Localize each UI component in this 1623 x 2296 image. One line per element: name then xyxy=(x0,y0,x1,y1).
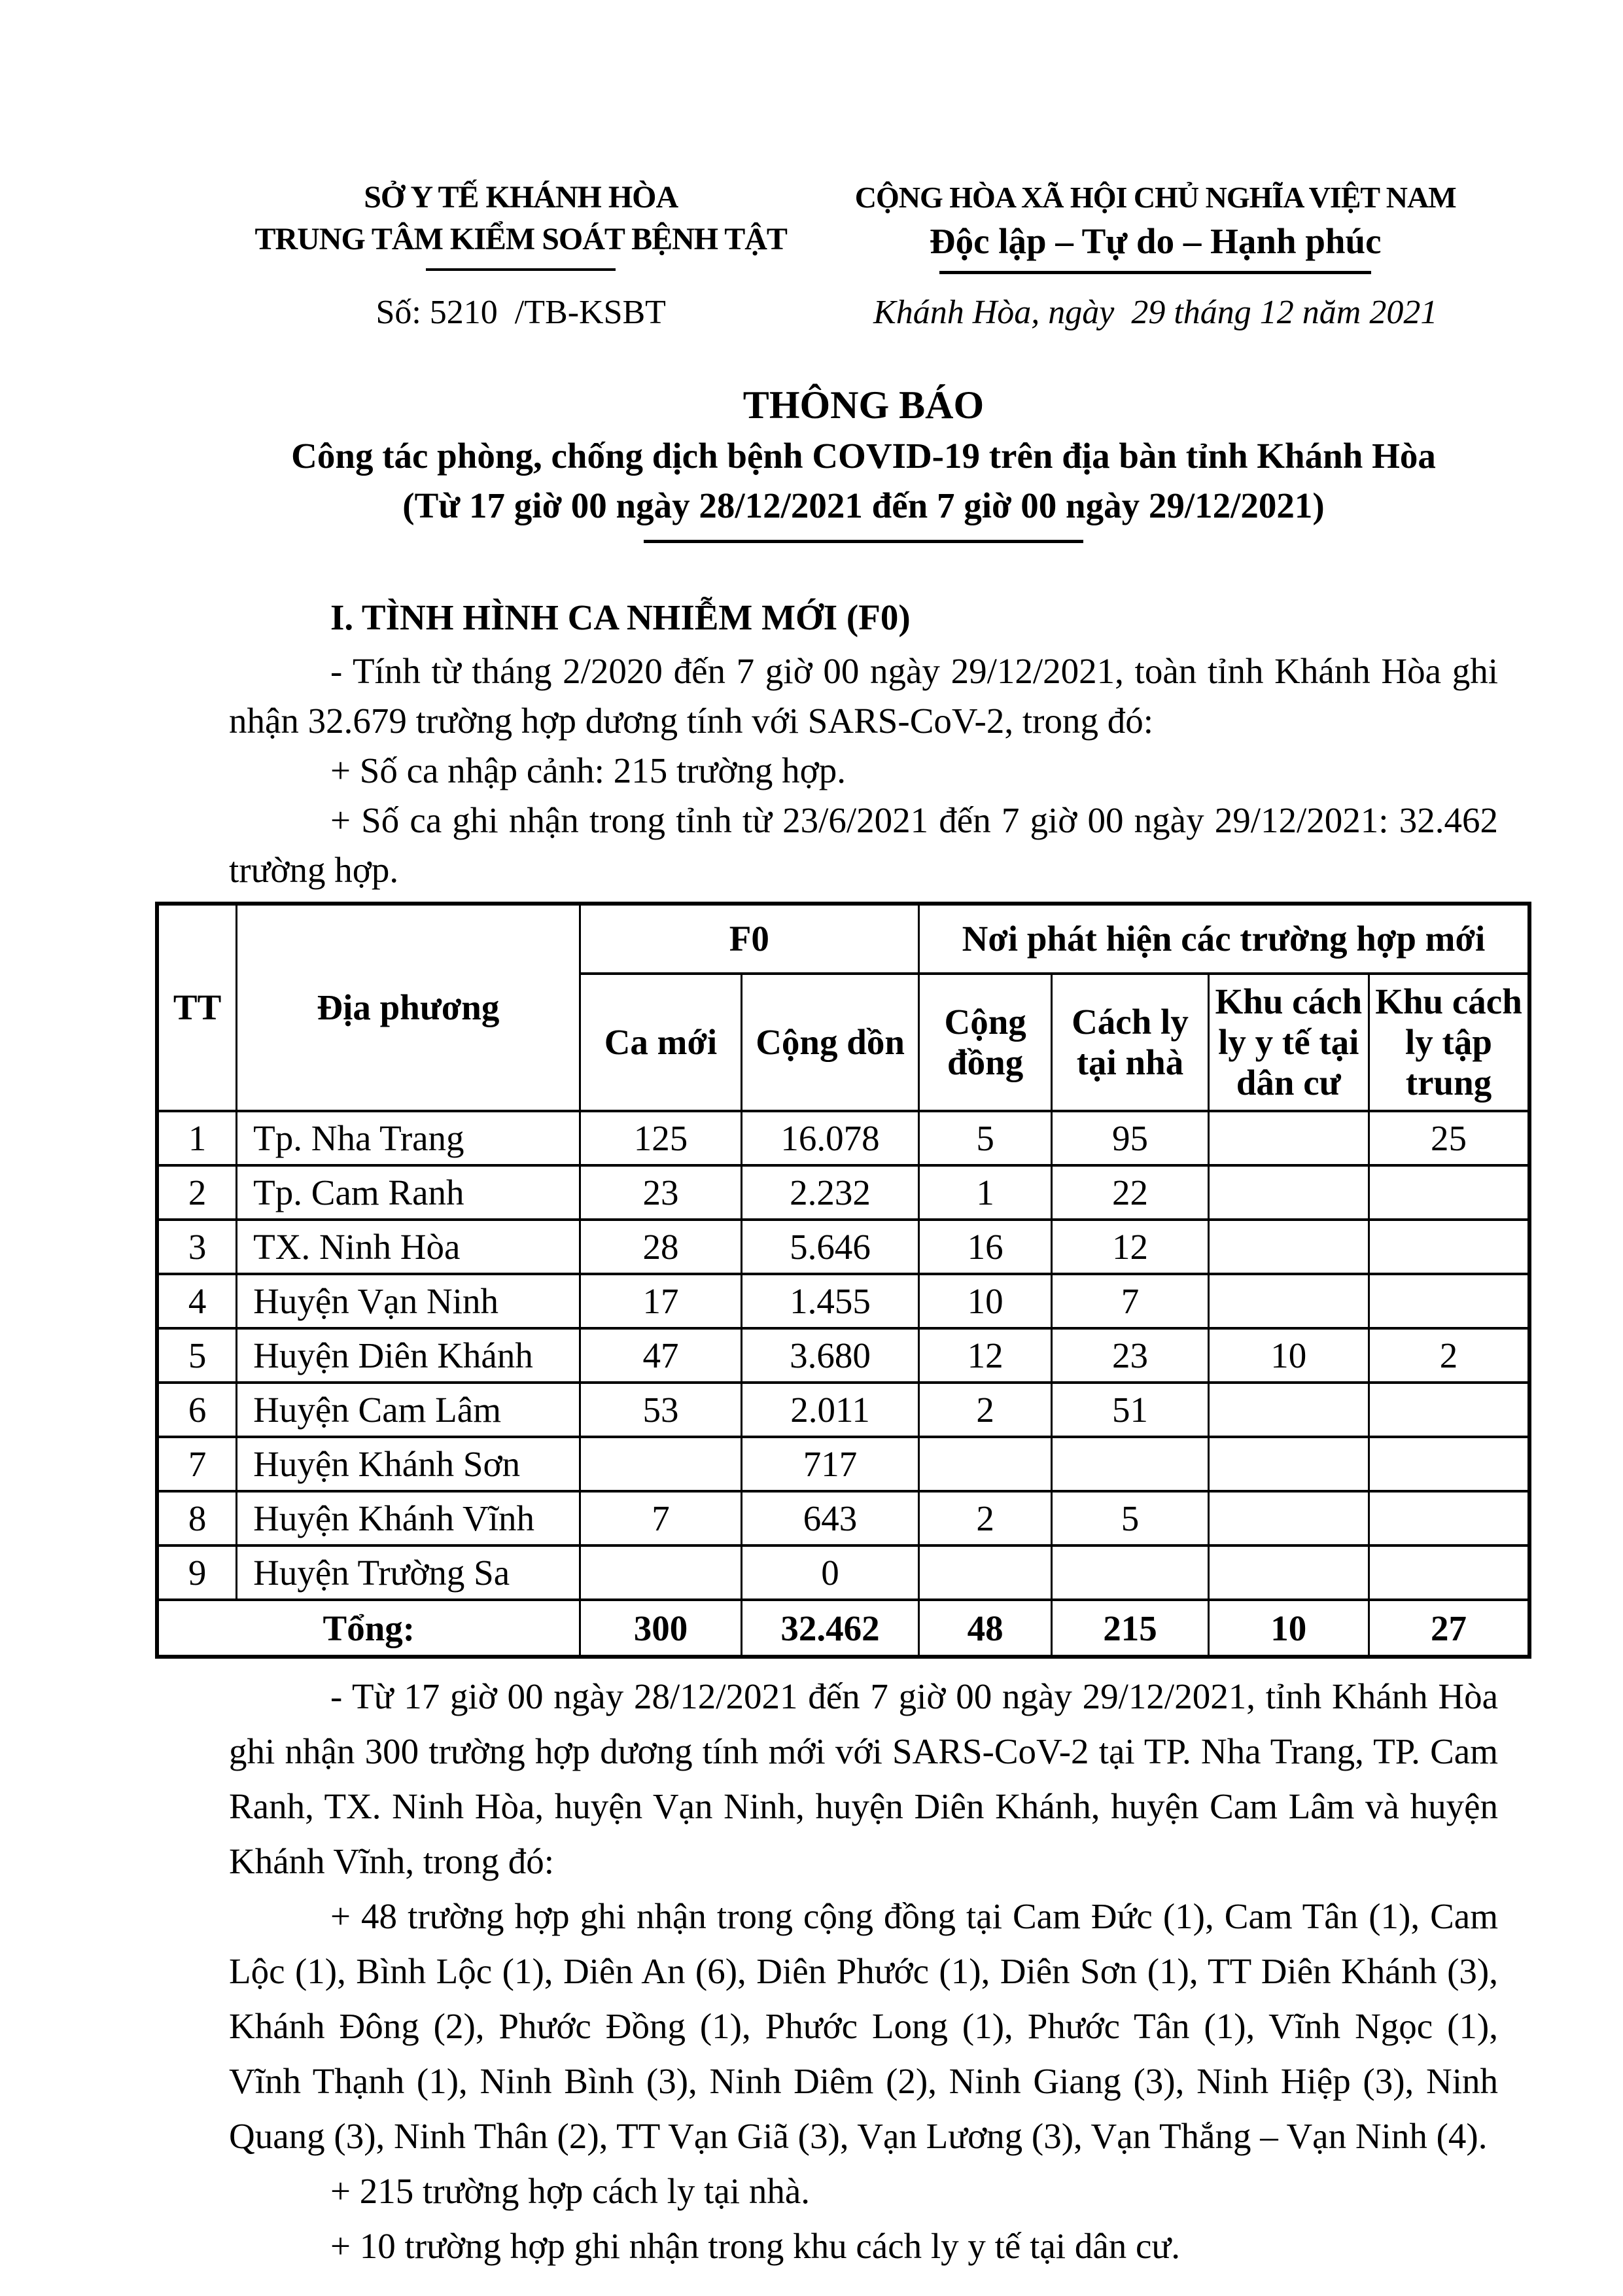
table-row xyxy=(157,1111,1529,1165)
cell-centralized-quarantine: 25 xyxy=(1369,1111,1530,1165)
title-block xyxy=(229,379,1498,543)
cell-tt: 2 xyxy=(157,1165,237,1220)
section-heading-f0: I. TÌNH HÌNH CA NHIỄM MỚI (F0) xyxy=(330,597,911,637)
document-type-title: THÔNG BÁO xyxy=(742,383,985,427)
cell-tt: 6 xyxy=(157,1383,237,1437)
paragraph-medical-quarantine-cases: + 10 trường hợp ghi nhận trong khu cách ly y tế tại dân cư. xyxy=(330,2226,1180,2266)
table-row xyxy=(157,1437,1529,1491)
cell-locality: Huyện Vạn Ninh xyxy=(237,1274,580,1328)
cell-community xyxy=(918,1437,1052,1491)
cell-tt: 1 xyxy=(157,1111,237,1165)
cell-new-cases xyxy=(580,1437,742,1491)
cell-cumulative: 2.011 xyxy=(742,1383,919,1437)
cell-cumulative: 643 xyxy=(742,1491,919,1545)
col-group-f0: F0 xyxy=(580,904,918,974)
cell-cumulative: 3.680 xyxy=(742,1328,919,1383)
cell-cumulative: 16.078 xyxy=(742,1111,919,1165)
table-row xyxy=(157,1274,1529,1328)
cell-medical-quarantine xyxy=(1208,1274,1369,1328)
col-header-community: Cộng đồng xyxy=(918,974,1052,1111)
cell-centralized-quarantine xyxy=(1369,1545,1530,1600)
national-motto-block xyxy=(812,177,1498,274)
cell-cumulative: 0 xyxy=(742,1545,919,1600)
paragraph-new-cases-summary: - Từ 17 giờ 00 ngày 28/12/2021 đến 7 giờ 00 ngày 29/12/2021, tỉnh Khánh Hòa ghi nhận 300 trường hợp dương tính mới với SARS-CoV-2 tại TP. Nha Trang, TP. Cam Ranh, TX. Ninh Hòa, huyện Vạn Ninh, huyện Diên Khánh, huyện Cam Lâm và huyện Khánh Vĩnh, trong đó: xyxy=(229,1676,1498,1881)
cell-medical-quarantine xyxy=(1208,1165,1369,1220)
place-and-date: Khánh Hòa, ngày 29 tháng 12 năm 2021 xyxy=(873,294,1438,331)
table-total-row xyxy=(157,1600,1529,1657)
national-motto: Độc lập – Tự do – Hạnh phúc xyxy=(929,221,1382,261)
cell-tt: 4 xyxy=(157,1274,237,1328)
document-header xyxy=(229,177,1498,274)
agency-name: TRUNG TÂM KIỂM SOÁT BỆNH TẬT xyxy=(254,222,787,256)
table-row xyxy=(157,1383,1529,1437)
cell-medical-quarantine xyxy=(1208,1491,1369,1545)
cell-home-quarantine: 51 xyxy=(1052,1383,1208,1437)
cell-home-quarantine: 23 xyxy=(1052,1328,1208,1383)
total-community: 48 xyxy=(918,1600,1052,1657)
cell-centralized-quarantine xyxy=(1369,1437,1530,1491)
national-title: CỘNG HÒA XÃ HỘI CHỦ NGHĨA VIỆT NAM xyxy=(854,181,1456,214)
table-header-row-groups xyxy=(157,904,1529,974)
cell-locality: Tp. Nha Trang xyxy=(237,1111,580,1165)
paragraph-cumulative-summary: - Tính từ tháng 2/2020 đến 7 giờ 00 ngày 29/12/2021, toàn tỉnh Khánh Hòa ghi nhận 32.679 trường hợp dương tính với SARS-CoV-2, trong đó: xyxy=(229,651,1498,741)
total-home-quarantine: 215 xyxy=(1052,1600,1208,1657)
cell-home-quarantine: 22 xyxy=(1052,1165,1208,1220)
paragraph-home-quarantine-cases: + 215 trường hợp cách ly tại nhà. xyxy=(330,2171,810,2211)
cell-new-cases: 47 xyxy=(580,1328,742,1383)
cell-cumulative: 1.455 xyxy=(742,1274,919,1328)
table-row xyxy=(157,1220,1529,1274)
cell-medical-quarantine xyxy=(1208,1545,1369,1600)
cell-community xyxy=(918,1545,1052,1600)
cell-new-cases: 17 xyxy=(580,1274,742,1328)
cell-locality: TX. Ninh Hòa xyxy=(237,1220,580,1274)
cell-home-quarantine: 5 xyxy=(1052,1491,1208,1545)
cell-new-cases xyxy=(580,1545,742,1600)
paragraph-community-case-detail: + 48 trường hợp ghi nhận trong cộng đồng tại Cam Đức (1), Cam Tân (1), Cam Lộc (1), Bình Lộc (1), Diên An (6), Diên Phước (1), Diên Sơn (1), TT Diên Khánh (3), Khánh Đông (2), Phước Đồng (1), Phước Long (1), Phước Tân (1), Vĩnh Ngọc (1), Vĩnh Thạnh (1), Ninh Bình (3), Ninh Diêm (2), Ninh Giang (3), Ninh Hiệp (3), Ninh Quang (3), Ninh Thân (2), TT Vạn Giã (3), Vạn Lương (3), Vạn Thắng – Vạn Ninh (4). xyxy=(229,1896,1498,2156)
cell-tt: 9 xyxy=(157,1545,237,1600)
motto-underline xyxy=(939,271,1371,274)
table-row xyxy=(157,1491,1529,1545)
cell-locality: Huyện Diên Khánh xyxy=(237,1328,580,1383)
cell-medical-quarantine: 10 xyxy=(1208,1328,1369,1383)
paragraph-imported-cases: + Số ca nhập cảnh: 215 trường hợp. xyxy=(330,751,846,790)
col-group-detection-place: Nơi phát hiện các trường hợp mới xyxy=(918,904,1529,974)
issuing-agency-block xyxy=(229,177,812,274)
col-header-home-quarantine: Cách ly tại nhà xyxy=(1052,974,1208,1111)
cell-locality: Huyện Khánh Sơn xyxy=(237,1437,580,1491)
col-header-locality: Địa phương xyxy=(237,904,580,1111)
cases-by-locality-table xyxy=(155,902,1531,1659)
document-subject: Công tác phòng, chống dịch bệnh COVID-19 trên địa bàn tỉnh Khánh Hòa xyxy=(291,436,1436,476)
cell-community: 1 xyxy=(918,1165,1052,1220)
total-new-cases: 300 xyxy=(580,1600,742,1657)
document-number: Số: 5210 /TB-KSBT xyxy=(375,294,666,331)
cell-locality: Huyện Khánh Vĩnh xyxy=(237,1491,580,1545)
cell-tt: 7 xyxy=(157,1437,237,1491)
cell-centralized-quarantine xyxy=(1369,1274,1530,1328)
cell-community: 10 xyxy=(918,1274,1052,1328)
cell-community: 2 xyxy=(918,1491,1052,1545)
table-row xyxy=(157,1165,1529,1220)
total-medical-quarantine: 10 xyxy=(1208,1600,1369,1657)
paragraph-in-province-cases: + Số ca ghi nhận trong tỉnh từ 23/6/2021 đến 7 giờ 00 ngày 29/12/2021: 32.462 trường hợp. xyxy=(229,800,1498,890)
cell-home-quarantine: 7 xyxy=(1052,1274,1208,1328)
cell-centralized-quarantine: 2 xyxy=(1369,1328,1530,1383)
cell-tt: 8 xyxy=(157,1491,237,1545)
cell-community: 2 xyxy=(918,1383,1052,1437)
cell-medical-quarantine xyxy=(1208,1111,1369,1165)
col-header-tt: TT xyxy=(157,904,237,1111)
cell-cumulative: 717 xyxy=(742,1437,919,1491)
cell-home-quarantine: 12 xyxy=(1052,1220,1208,1274)
table-row xyxy=(157,1328,1529,1383)
cell-home-quarantine xyxy=(1052,1545,1208,1600)
total-label: Tổng: xyxy=(157,1600,580,1657)
parent-agency-name: SỞ Y TẾ KHÁNH HÒA xyxy=(364,180,678,215)
cell-tt: 5 xyxy=(157,1328,237,1383)
cell-medical-quarantine xyxy=(1208,1383,1369,1437)
cell-community: 5 xyxy=(918,1111,1052,1165)
agency-underline xyxy=(426,268,616,271)
cell-locality: Tp. Cam Ranh xyxy=(237,1165,580,1220)
cell-community: 12 xyxy=(918,1328,1052,1383)
intro-paragraphs xyxy=(229,646,1498,895)
report-period: (Từ 17 giờ 00 ngày 28/12/2021 đến 7 giờ 00 ngày 29/12/2021) xyxy=(402,486,1325,525)
cell-new-cases: 53 xyxy=(580,1383,742,1437)
cell-new-cases: 28 xyxy=(580,1220,742,1274)
cell-centralized-quarantine xyxy=(1369,1220,1530,1274)
col-header-medical-quarantine: Khu cách ly y tế tại dân cư xyxy=(1208,974,1369,1111)
cell-medical-quarantine xyxy=(1208,1437,1369,1491)
table-row xyxy=(157,1545,1529,1600)
cell-tt: 3 xyxy=(157,1220,237,1274)
cell-home-quarantine: 95 xyxy=(1052,1111,1208,1165)
cell-cumulative: 2.232 xyxy=(742,1165,919,1220)
cell-new-cases: 125 xyxy=(580,1111,742,1165)
col-header-centralized-quarantine: Khu cách ly tập trung xyxy=(1369,974,1530,1111)
closing-paragraphs xyxy=(229,1669,1498,2274)
total-cumulative: 32.462 xyxy=(742,1600,919,1657)
title-underline xyxy=(644,540,1083,543)
cell-medical-quarantine xyxy=(1208,1220,1369,1274)
cell-centralized-quarantine xyxy=(1369,1165,1530,1220)
col-header-new-cases: Ca mới xyxy=(580,974,742,1111)
cell-new-cases: 23 xyxy=(580,1165,742,1220)
number-date-row xyxy=(229,291,1498,334)
cell-cumulative: 5.646 xyxy=(742,1220,919,1274)
cell-centralized-quarantine xyxy=(1369,1383,1530,1437)
cell-locality: Huyện Trường Sa xyxy=(237,1545,580,1600)
cell-new-cases: 7 xyxy=(580,1491,742,1545)
cell-home-quarantine xyxy=(1052,1437,1208,1491)
cell-locality: Huyện Cam Lâm xyxy=(237,1383,580,1437)
cell-community: 16 xyxy=(918,1220,1052,1274)
cell-centralized-quarantine xyxy=(1369,1491,1530,1545)
total-centralized-quarantine: 27 xyxy=(1369,1600,1530,1657)
col-header-cumulative: Cộng dồn xyxy=(742,974,919,1111)
